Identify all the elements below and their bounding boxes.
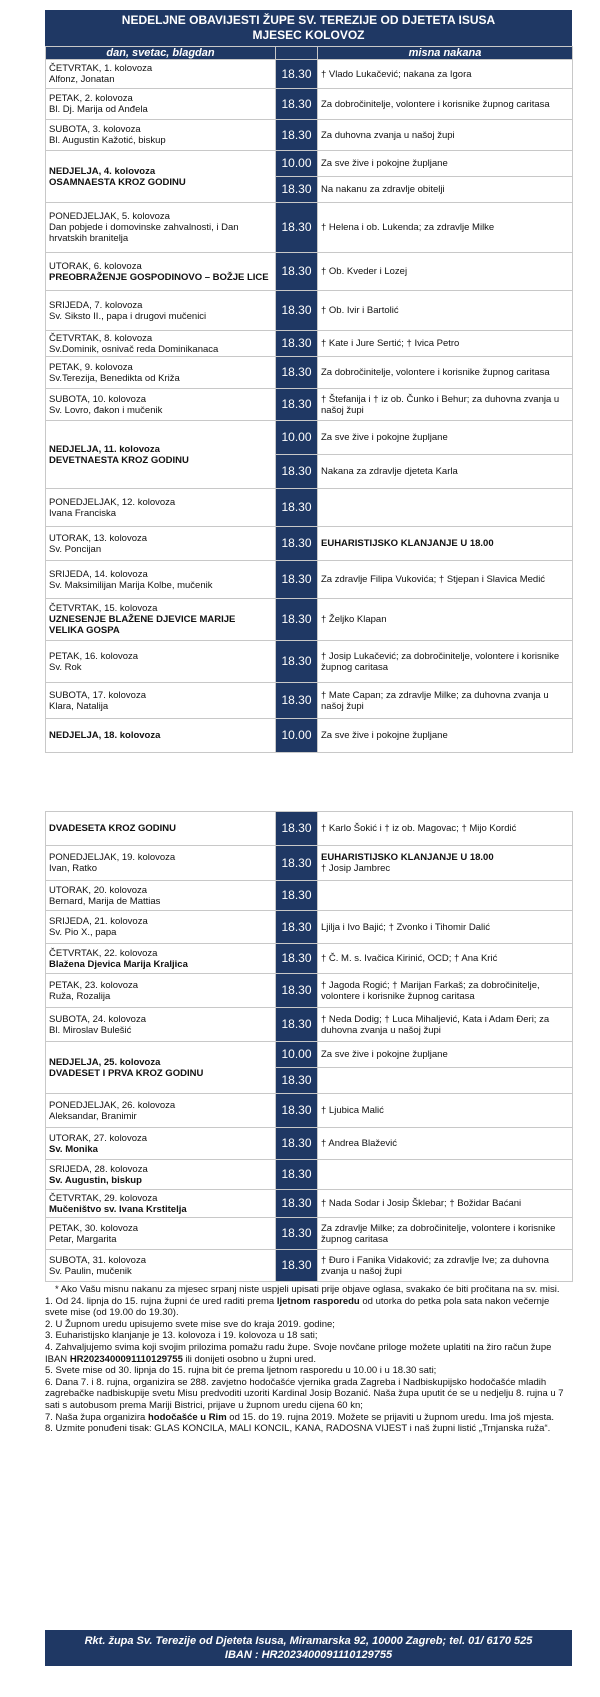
- schedule-table-1: [45, 46, 573, 753]
- notes-star: * Ako Vašu misnu nakanu za mjesec srpanj niste uspjeli upisati prije objave oglasa, svakako će biti pročitana na sv. misi.: [55, 1284, 560, 1295]
- mass-intention: [318, 881, 573, 911]
- mass-time: 10.00: [276, 1042, 318, 1068]
- note-text-end: ili donijeti osobno u župni ured.: [182, 1353, 316, 1365]
- mass-intention: [318, 120, 573, 151]
- mass-time: 18.30: [276, 389, 318, 421]
- intention-text: Za sve žive i pokojne župljane: [321, 158, 448, 169]
- note-item: [45, 1377, 572, 1412]
- bulletin-title: NEDELJNE OBAVIJESTI ŽUPE SV. TEREZIJE OD DJETETA ISUSA: [121, 13, 496, 27]
- intention-text: † Neda Dodig; † Luca Mihaljević, Kata i Adam Đeri; za duhovna zvanja u našoj župi: [321, 1013, 550, 1036]
- mass-intention: [318, 1190, 573, 1218]
- saint-name: DVADESET I PRVA KROZ GODINU: [49, 1067, 204, 1079]
- saint-name: Sv. Paulin, mučenik: [49, 1265, 132, 1277]
- schedule-row: [46, 1250, 573, 1282]
- note-item: [45, 1296, 572, 1319]
- column-header-day: dan, svetac, blagdan: [46, 47, 276, 60]
- mass-time: 18.30: [276, 641, 318, 683]
- schedule-row: [46, 1042, 573, 1068]
- schedule-row: [46, 331, 573, 357]
- day-name: SRIJEDA, 14. kolovoza: [49, 568, 148, 580]
- mass-intention: [318, 527, 573, 561]
- note-text: 3. Euharistijsko klanjanje je 13. kolovoza i 19. kolovoza u 18 sati;: [45, 1330, 318, 1342]
- intention-text: † Đuro i Fanika Vidaković; za zdravlje Ive; za duhovna zvanja u našoj župi: [321, 1254, 549, 1277]
- day-name: UTORAK, 13. kolovoza: [49, 532, 148, 544]
- mass-intention: [318, 1160, 573, 1190]
- intention-text: Za zdravlje Filipa Vukovića; † Stjepan i Slavica Medić: [321, 574, 546, 585]
- intention-text: † Č. M. s. Ivačica Kirinić, OCD; † Ana Krić: [321, 953, 498, 964]
- mass-intention: [318, 1094, 573, 1128]
- day-cell: [46, 527, 276, 561]
- day-cell: [46, 253, 276, 291]
- day-name: SRIJEDA, 21. kolovoza: [49, 916, 148, 927]
- schedule-row: [46, 389, 573, 421]
- mass-intention: [318, 974, 573, 1008]
- saint-name: Sv. Rok: [49, 661, 82, 673]
- day-cell: [46, 911, 276, 944]
- day-name: UTORAK, 27. kolovoza: [49, 1132, 148, 1144]
- mass-time: 18.30: [276, 253, 318, 291]
- saint-name: Ruža, Rozalija: [49, 990, 111, 1002]
- schedule-row: [46, 944, 573, 974]
- day-cell: [46, 1160, 276, 1190]
- intention-text: EUHARISTIJSKO KLANJANJE U 18.00: [321, 852, 494, 863]
- footer-iban: IBAN : HR2023400091110129755: [224, 1649, 393, 1661]
- saint-name: Sv. Augustin, biskup: [49, 1174, 142, 1186]
- day-name: NEDJELJA, 4. kolovoza: [49, 165, 156, 177]
- day-name: UTORAK, 6. kolovoza: [49, 260, 142, 272]
- note-emphasis: HR2023400091110129755: [69, 1353, 183, 1365]
- mass-time: 18.30: [276, 944, 318, 974]
- day-name: PETAK, 16. kolovoza: [49, 650, 139, 662]
- mass-time: 18.30: [276, 1160, 318, 1190]
- intention-text: Na nakanu za zdravlje obitelji: [321, 184, 445, 195]
- saint-name: UZNESENJE BLAŽENE DJEVICE MARIJE VELIKA GOSPA: [49, 614, 236, 636]
- day-name: ČETVRTAK, 8. kolovoza: [49, 332, 153, 344]
- mass-time: 10.00: [276, 151, 318, 177]
- intention-text: † Ob. Ivir i Bartolić: [321, 305, 399, 316]
- schedule-row: [46, 253, 573, 291]
- intention-text-2: † Josip Jambrec: [321, 863, 391, 874]
- mass-time: 18.30: [276, 1190, 318, 1218]
- intention-text: † Helena i ob. Lukenda; za zdravlje Milke: [321, 222, 495, 233]
- saint-name: Blažena Djevica Marija Kraljica: [49, 958, 188, 970]
- schedule-row: [46, 203, 573, 253]
- day-cell: [46, 1250, 276, 1282]
- mass-intention: [318, 455, 573, 489]
- bulletin-header: [45, 10, 572, 46]
- note-item: [45, 1365, 572, 1377]
- saint-name: Dan pobjede i domovinske zahvalnosti, i Dan hrvatskih branitelja: [49, 222, 239, 244]
- day-name: SUBOTA, 17. kolovoza: [49, 689, 146, 701]
- mass-time: 18.30: [276, 331, 318, 357]
- intention-text: † Štefanija i † iz ob. Čunko i Behur; za duhovna zvanja u našoj župi: [321, 393, 560, 416]
- day-name: SUBOTA, 3. kolovoza: [49, 124, 141, 135]
- mass-intention: [318, 1068, 573, 1094]
- day-cell: [46, 389, 276, 421]
- schedule-table-2: [45, 811, 573, 1282]
- mass-time: 18.30: [276, 846, 318, 881]
- schedule-row: [46, 1094, 573, 1128]
- mass-time: 18.30: [276, 1094, 318, 1128]
- day-name: SRIJEDA, 28. kolovoza: [49, 1163, 148, 1175]
- mass-intention: [318, 203, 573, 253]
- saint-name: Bl. Augustin Kažotić, biskup: [49, 135, 166, 146]
- note-text: 4. Zahvaljujemo svima koji svojim prilozima pomažu radu župe. Svoje novčane priloge možete uplatiti na žiro račun župe IBAN: [45, 1341, 552, 1365]
- day-name: NEDJELJA, 25. kolovoza: [49, 1056, 161, 1068]
- schedule-row: [46, 683, 573, 719]
- day-cell: [46, 1094, 276, 1128]
- mass-intention: [318, 177, 573, 203]
- intention-text: † Vlado Lukačević; nakana za Igora: [321, 68, 472, 80]
- day-name: ČETVRTAK, 22. kolovoza: [49, 947, 158, 959]
- notes-section: [45, 1284, 572, 1435]
- mass-time: 18.30: [276, 357, 318, 389]
- saint-name: Sv.Terezija, Benedikta od Križa: [49, 372, 180, 384]
- intention-text: Ljilja i Ivo Bajić; † Zvonko i Tihomir Dalić: [321, 921, 490, 933]
- schedule-row: [46, 421, 573, 455]
- note-item: [45, 1330, 572, 1342]
- schedule-row: [46, 599, 573, 641]
- mass-time: 18.30: [276, 203, 318, 253]
- schedule-row: [46, 151, 573, 177]
- mass-intention: [318, 89, 573, 120]
- day-name: SUBOTA, 31. kolovoza: [49, 1254, 146, 1266]
- mass-time: 18.30: [276, 683, 318, 719]
- intention-text: † Andrea Blažević: [321, 1138, 398, 1149]
- mass-intention: [318, 846, 573, 881]
- day-cell: [46, 974, 276, 1008]
- mass-intention: [318, 357, 573, 389]
- day-cell: [46, 291, 276, 331]
- column-header-row: [46, 47, 573, 60]
- schedule-row: [46, 1008, 573, 1042]
- note-item: [45, 1423, 572, 1435]
- mass-intention: [318, 151, 573, 177]
- bulletin-page: [45, 10, 572, 1435]
- mass-intention: [318, 1008, 573, 1042]
- saint-name: Sv. Maksimilijan Marija Kolbe, mučenik: [49, 579, 213, 591]
- intention-text: † Josip Lukačević; za dobročinitelje, volontere i korisnike župnog caritasa: [321, 650, 560, 673]
- saint-name: Ivana Franciska: [49, 507, 117, 519]
- mass-intention: [318, 291, 573, 331]
- day-name: SUBOTA, 24. kolovoza: [49, 1013, 146, 1025]
- day-cell: [46, 683, 276, 719]
- day-name: SUBOTA, 10. kolovoza: [49, 393, 146, 405]
- intention-text: Za dobročinitelje, volontere i korisnike župnog caritasa: [321, 98, 550, 110]
- note-text: 8. Uzmite ponuđeni tisak: GLAS KONCILA, MALI KONCIL, KANA, RADOSNA VIJEST i naš župni listić „Trnjanska ruža“.: [45, 1423, 551, 1435]
- footer: [45, 1630, 572, 1666]
- mass-time: 18.30: [276, 911, 318, 944]
- schedule-row: [46, 1160, 573, 1190]
- mass-time: 18.30: [276, 1250, 318, 1282]
- mass-intention: [318, 253, 573, 291]
- mass-intention: [318, 1042, 573, 1068]
- day-cell: [46, 120, 276, 151]
- day-name: PETAK, 9. kolovoza: [49, 361, 133, 373]
- intention-text: † Kate i Jure Sertić; † Ivica Petro: [321, 338, 460, 349]
- schedule-row: [46, 719, 573, 753]
- day-name: PONEDJELJAK, 26. kolovoza: [49, 1099, 176, 1111]
- schedule-row: [46, 881, 573, 911]
- saint-name: Mučeništvo sv. Ivana Krstitelja: [49, 1203, 187, 1215]
- mass-time: 18.30: [276, 527, 318, 561]
- intention-text: † Nada Sodar i Josip Šklebar; † Božidar Baćani: [321, 1198, 522, 1209]
- saint-name: OSAMNAESTA KROZ GODINU: [49, 176, 186, 188]
- day-name: SRIJEDA, 7. kolovoza: [49, 299, 143, 311]
- schedule-row: [46, 911, 573, 944]
- notes-list: [45, 1296, 572, 1435]
- day-name: DVADESETA KROZ GODINU: [49, 823, 177, 834]
- saint-name: DEVETNAESTA KROZ GODINU: [49, 454, 189, 466]
- note-item: [45, 1319, 572, 1331]
- day-cell: [46, 89, 276, 120]
- note-emphasis: ljetnom rasporedu: [276, 1295, 360, 1307]
- intention-text: Za sve žive i pokojne župljane: [321, 1049, 448, 1060]
- day-cell: [46, 719, 276, 753]
- saint-name: Bernard, Marija de Mattias: [49, 895, 161, 907]
- mass-time: 18.30: [276, 812, 318, 846]
- day-name: PETAK, 30. kolovoza: [49, 1222, 139, 1234]
- mass-time: 18.30: [276, 60, 318, 89]
- day-name: ČETVRTAK, 15. kolovoza: [49, 603, 158, 614]
- saint-name: Sv.Dominik, osnivač reda Dominikanaca: [49, 343, 219, 355]
- schedule-row: [46, 1128, 573, 1160]
- day-cell: [46, 421, 276, 489]
- schedule-row: [46, 812, 573, 846]
- mass-intention: [318, 331, 573, 357]
- note-text-end: od utorka do petka pola sata nakon večernje svete mise (od 19.00 do 19.30).: [45, 1295, 550, 1319]
- day-name: PETAK, 23. kolovoza: [49, 979, 139, 991]
- schedule-row: [46, 357, 573, 389]
- day-cell: [46, 1190, 276, 1218]
- intention-text: Za sve žive i pokojne župljane: [321, 432, 448, 443]
- mass-intention: [318, 812, 573, 846]
- saint-name: Klara, Natalija: [49, 700, 109, 712]
- mass-time: 18.30: [276, 455, 318, 489]
- mass-time: 18.30: [276, 489, 318, 527]
- mass-time: 18.30: [276, 561, 318, 599]
- intention-text: Za sve žive i pokojne župljane: [321, 730, 448, 741]
- mass-time: 18.30: [276, 120, 318, 151]
- mass-intention: [318, 1250, 573, 1282]
- day-name: PONEDJELJAK, 12. kolovoza: [49, 496, 176, 508]
- intention-text: † Karlo Šokić i † iz ob. Magovac; † Mijo Kordić: [321, 823, 517, 834]
- schedule-row: [46, 120, 573, 151]
- note-text: 1. Od 24. lipnja do 15. rujna župni će ured raditi prema: [45, 1295, 277, 1307]
- day-cell: [46, 881, 276, 911]
- mass-time: 18.30: [276, 1218, 318, 1250]
- mass-intention: [318, 719, 573, 753]
- saint-name: Sv. Pio X., papa: [49, 927, 117, 938]
- mass-time: 18.30: [276, 974, 318, 1008]
- mass-time: 18.30: [276, 291, 318, 331]
- note-text-end: od 15. do 19. rujna 2019. Možete se prijaviti u župnom uredu. Ima još mjesta.: [226, 1411, 555, 1423]
- note-emphasis: hodočašće u Rim: [147, 1411, 227, 1423]
- saint-name: Ivan, Ratko: [49, 863, 98, 874]
- intention-text: † Ob. Kveder i Lozej: [321, 266, 408, 277]
- mass-intention: [318, 60, 573, 89]
- intention-text: Za dobročinitelje, volontere i korisnike župnog caritasa: [321, 367, 550, 378]
- mass-time: 18.30: [276, 881, 318, 911]
- note-text: 5. Svete mise od 30. lipnja do 15. rujna bit će prema ljetnom rasporedu u 10.00 i u 18.30 sati;: [45, 1365, 437, 1377]
- footer-address: Rkt. župa Sv. Terezije od Djeteta Isusa, Miramarska 92, 10000 Zagreb; tel. 01/ 6170 525: [84, 1635, 533, 1647]
- day-name: PETAK, 2. kolovoza: [49, 93, 133, 104]
- day-cell: [46, 1128, 276, 1160]
- page-gap: [45, 753, 572, 811]
- mass-intention: [318, 944, 573, 974]
- day-cell: [46, 812, 276, 846]
- saint-name: Sv. Monika: [49, 1143, 98, 1155]
- mass-intention: [318, 911, 573, 944]
- day-cell: [46, 203, 276, 253]
- intention-text: † Željko Klapan: [321, 614, 387, 625]
- day-cell: [46, 151, 276, 203]
- saint-name: Sv. Siksto II., papa i drugovi mučenici: [49, 310, 207, 322]
- mass-time: 18.30: [276, 177, 318, 203]
- day-name: NEDJELJA, 18. kolovoza: [49, 730, 161, 741]
- note-item: [45, 1342, 572, 1365]
- day-cell: [46, 60, 276, 89]
- mass-time: 18.30: [276, 1128, 318, 1160]
- schedule-row: [46, 641, 573, 683]
- schedule-row: [46, 846, 573, 881]
- saint-name: Sv. Lovro, đakon i mučenik: [49, 404, 163, 416]
- note-item: [45, 1412, 572, 1424]
- schedule-row: [46, 489, 573, 527]
- mass-intention: [318, 489, 573, 527]
- mass-intention: [318, 641, 573, 683]
- mass-time: 10.00: [276, 719, 318, 753]
- intention-text: Za duhovna zvanja u našoj župi: [321, 129, 455, 141]
- intention-text: † Jagoda Rogić; † Marijan Farkaš; za dobročinitelje, volontere i korisnike župnog caritasa: [321, 979, 540, 1002]
- mass-time: 18.30: [276, 89, 318, 120]
- saint-name: Bl. Dj. Marija od Anđela: [49, 104, 148, 115]
- day-cell: [46, 357, 276, 389]
- day-cell: [46, 1218, 276, 1250]
- mass-time: 18.30: [276, 1008, 318, 1042]
- saint-name: Aleksandar, Branimir: [49, 1110, 137, 1122]
- schedule-row: [46, 527, 573, 561]
- schedule-row: [46, 291, 573, 331]
- day-cell: [46, 641, 276, 683]
- day-cell: [46, 599, 276, 641]
- mass-intention: [318, 421, 573, 455]
- mass-intention: [318, 1128, 573, 1160]
- day-cell: [46, 561, 276, 599]
- schedule-row: [46, 561, 573, 599]
- mass-time: 10.00: [276, 421, 318, 455]
- intention-text: † Mate Capan; za zdravlje Milke; za duhovna zvanja u našoj župi: [321, 689, 549, 712]
- day-cell: [46, 331, 276, 357]
- schedule-row: [46, 89, 573, 120]
- mass-intention: [318, 599, 573, 641]
- note-text: 2. U Župnom uredu upisujemo svete mise sve do kraja 2019. godine;: [45, 1318, 335, 1330]
- mass-time: 18.30: [276, 1068, 318, 1094]
- day-cell: [46, 1008, 276, 1042]
- schedule-row: [46, 974, 573, 1008]
- day-name: NEDJELJA, 11. kolovoza: [49, 443, 160, 455]
- saint-name: Petar, Margarita: [49, 1233, 117, 1245]
- day-name: UTORAK, 20. kolovoza: [49, 884, 148, 896]
- mass-intention: [318, 561, 573, 599]
- intention-text: Za zdravlje Milke; za dobročinitelje, volontere i korisnike župnog caritasa: [321, 1222, 556, 1245]
- day-cell: [46, 944, 276, 974]
- column-header-time: [276, 47, 318, 60]
- day-cell: [46, 1042, 276, 1094]
- schedule-row: [46, 60, 573, 89]
- mass-intention: [318, 1218, 573, 1250]
- saint-name: Alfonz, Jonatan: [49, 74, 115, 85]
- day-name: PONEDJELJAK, 19. kolovoza: [49, 852, 176, 863]
- saint-name: Bl. Miroslav Bulešić: [49, 1024, 132, 1036]
- day-cell: [46, 846, 276, 881]
- intention-text: EUHARISTIJSKO KLANJANJE U 18.00: [321, 538, 494, 549]
- saint-name: Sv. Poncijan: [49, 543, 102, 555]
- mass-intention: [318, 389, 573, 421]
- mass-intention: [318, 683, 573, 719]
- schedule-row: [46, 1190, 573, 1218]
- day-cell: [46, 489, 276, 527]
- note-text: 7. Naša župa organizira: [45, 1411, 148, 1423]
- note-text: 6. Dana 7. i 8. rujna, organizira se 288. zavjetno hodočašće vjernika grada Zagreba i Nadbiskupijsko hodočašće mladih zagrebačke nadbiskupije svetu Misu predvoditi uzoriti Kardinal Josip Bozanić. Naša župa uputit će se u nedjelju 8. rujna u 7 sati s autobusom prema Mariji Bistrici, prijave u župnom uredu cijena 60 kn;: [45, 1376, 564, 1411]
- day-name: PONEDJELJAK, 5. kolovoza: [49, 211, 170, 222]
- saint-name: PREOBRAŽENJE GOSPODINOVO – BOŽJE LICE: [49, 271, 269, 283]
- day-name: ČETVRTAK, 29. kolovoza: [49, 1192, 158, 1204]
- mass-time: 18.30: [276, 599, 318, 641]
- intention-text: Nakana za zdravlje djeteta Karla: [321, 466, 458, 477]
- column-header-intention: misna nakana: [318, 47, 573, 60]
- day-name: ČETVRTAK, 1. kolovoza: [49, 63, 153, 74]
- schedule-row: [46, 1218, 573, 1250]
- bulletin-month: MJESEC KOLOVOZ: [252, 28, 365, 42]
- intention-text: † Ljubica Malić: [321, 1105, 384, 1116]
